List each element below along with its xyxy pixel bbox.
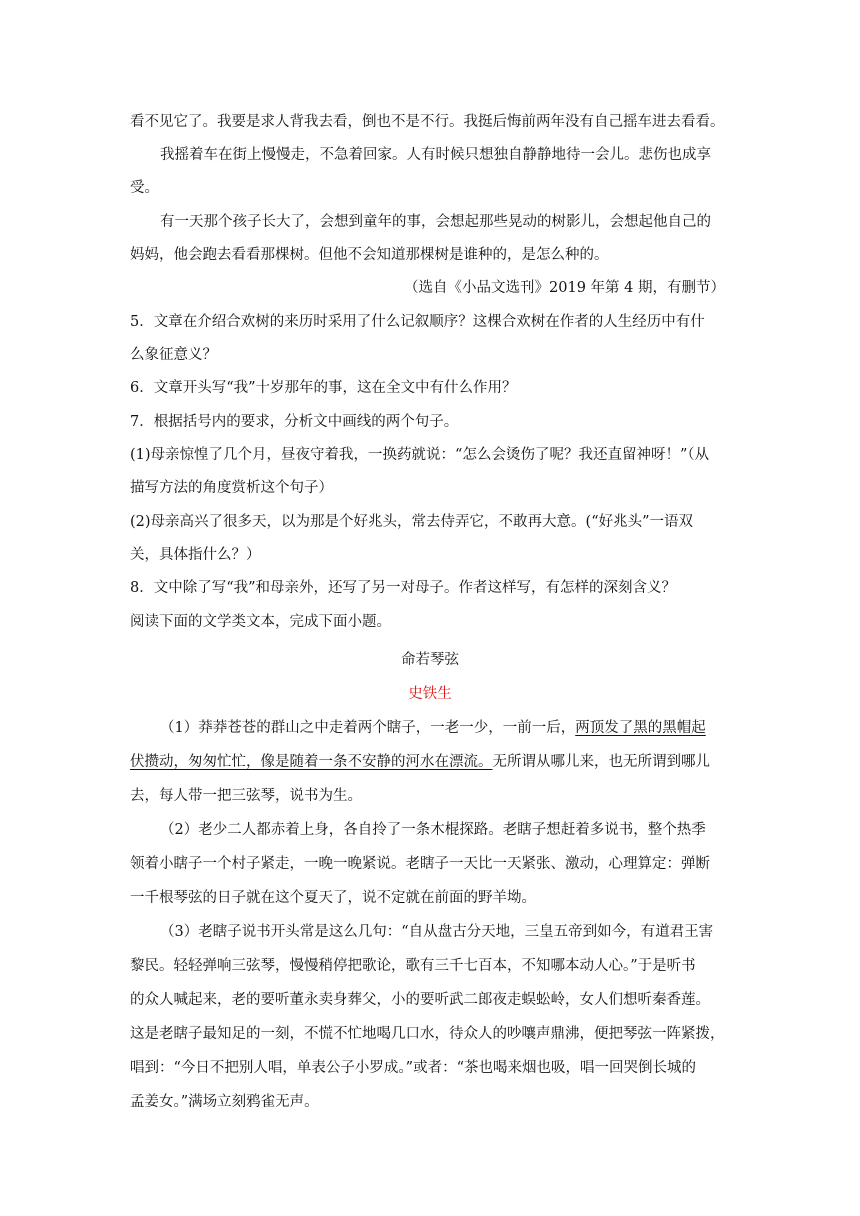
article-text: （1）莽莽苍苍的群山之中走着两个瞎子，一老一少，一前一后， [160, 720, 576, 736]
reading-instruction: 阅读下面的文学类文本，完成下面小题。 [130, 614, 391, 630]
question-5-cont: 么象征意义？ [130, 347, 217, 363]
article-line: （2）老少二人都赤着上身，各自拎了一条木棍探路。老瞎子想赶着多说书，整个热季 [160, 822, 706, 838]
article-line: 领着小瞎子一个村子紧走，一晚一晚紧说。老瞎子一天比一天紧张、激动，心理算定：弹断 [130, 856, 710, 872]
article-line: 黎民。轻轻弹响三弦琴，慢慢稍停把歌论，歌有三千七百本，不知哪本动人心。”于是听书 [130, 958, 696, 974]
question-7-1-cont: 描写方法的角度赏析这个句子） [130, 480, 333, 496]
article-author: 史铁生 [408, 686, 452, 702]
passage-line: 看不见它了。我要是求人背我去看，倒也不是不行。我挺后悔前两年没有自己摇车进去看看。 [130, 114, 725, 130]
article-line: （3）老瞎子说书开头常是这么几句：“自从盘古分天地，三皇五帝到如今，有道君王害 [160, 924, 714, 940]
source-citation: （选自《小品文选刊》2019 年第 4 期，有删节） [404, 280, 725, 296]
article-line [160, 718, 730, 738]
question-5: 5．文章在介绍合欢树的来历时采用了什么记叙顺序？这棵合欢树在作者的人生经历中有什 [130, 314, 705, 330]
passage-line: 我摇着车在街上慢慢走，不急着回家。人有时候只想独自静静地待一会儿。悲伤也成享 [160, 147, 711, 163]
underlined-sentence: 两顶发了黑的黑帽起 [575, 720, 706, 736]
article-line: 的众人喊起来，老的要听董永卖身葬父，小的要听武二郎夜走蜈蚣岭，女人们想听秦香莲。 [130, 992, 710, 1008]
question-7-1: (1)母亲惊惶了几个月，昼夜守着我，一换药就说：“怎么会烫伤了呢？我还直留神呀！”（从 [130, 447, 710, 463]
question-7-2: (2)母亲高兴了很多天，以为那是个好兆头，常去侍弄它，不敢再大意。(“好兆头”一语双 [130, 514, 694, 530]
article-text: 无所谓从哪儿来，也无所谓到哪儿 [492, 754, 710, 770]
article-title: 命若琴弦 [401, 652, 459, 668]
question-7-2-cont: 关，具体指什么？） [130, 547, 261, 563]
underlined-sentence: 伏攒动，匆匆忙忙，像是随着一条不安静的河水在漂流。 [130, 754, 493, 770]
article-line: 孟姜女。”满场立刻鸦雀无声。 [130, 1094, 319, 1110]
article-line [130, 752, 730, 772]
passage-line: 有一天那个孩子长大了，会想到童年的事，会想起那些晃动的树影儿，会想起他自己的 [160, 214, 711, 230]
question-8: 8．文中除了写“我”和母亲外，还写了另一对母子。作者这样写，有怎样的深刻含义？ [130, 580, 677, 596]
question-6: 6．文章开头写“我”十岁那年的事，这在全文中有什么作用？ [130, 380, 517, 396]
passage-line: 受。 [130, 180, 159, 196]
passage-line: 妈妈，他会跑去看看那棵树。但他不会知道那棵树是谁种的，是怎么种的。 [130, 247, 609, 263]
article-line: 这是老瞎子最知足的一刻，不慌不忙地喝几口水，待众人的吵嚷声鼎沸，便把琴弦一阵紧拨， [130, 1026, 725, 1042]
article-line: 唱到：“今日不把别人唱，单表公子小罗成。”或者：“茶也喝来烟也吸，唱一回哭倒长城的 [130, 1060, 696, 1076]
article-line: 一千根琴弦的日子就在这个夏天了，说不定就在前面的野羊坳。 [130, 890, 536, 906]
question-7: 7．根据括号内的要求，分析文中画线的两个句子。 [130, 414, 459, 430]
article-line: 去，每人带一把三弦琴，说书为生。 [130, 788, 362, 804]
